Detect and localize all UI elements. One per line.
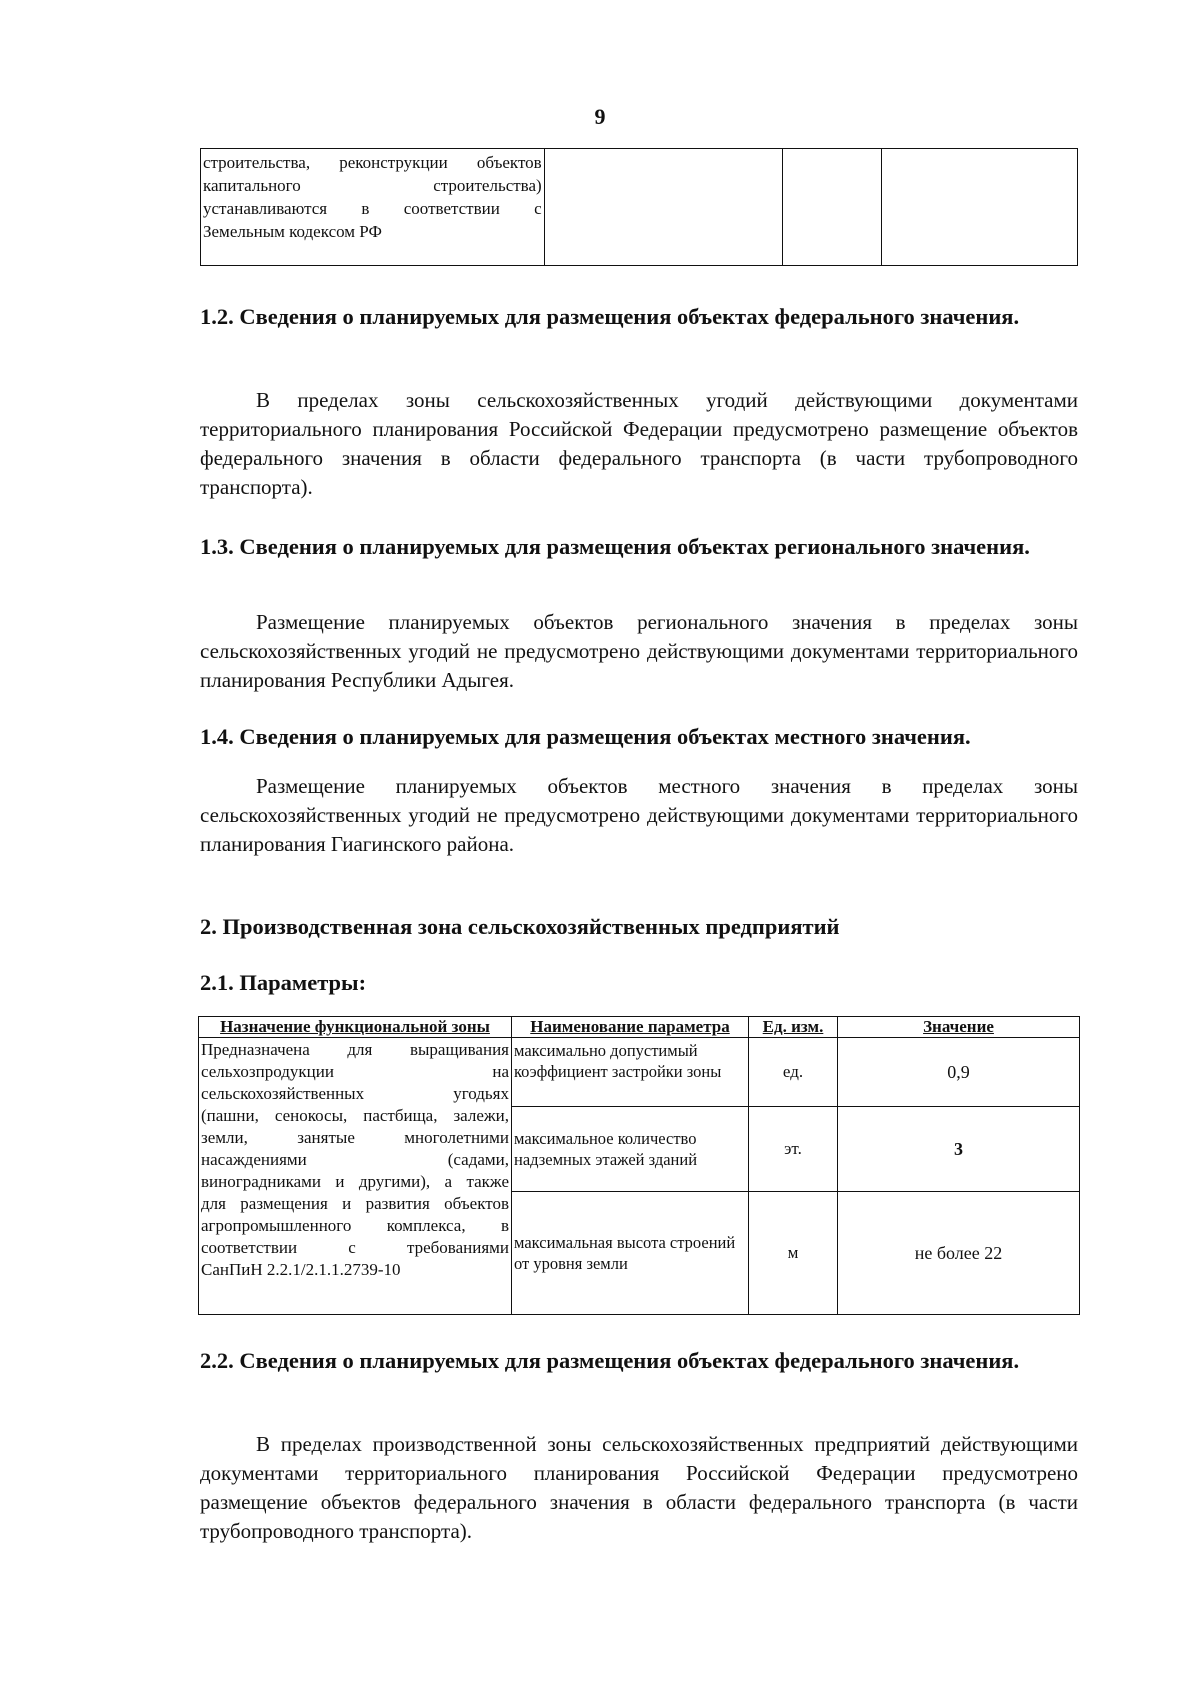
- cell-line: Предназначена для выращивания: [201, 1040, 509, 1059]
- continuation-cell: [201, 149, 545, 266]
- cell-line: для размещения и развития объектов: [201, 1194, 509, 1213]
- param-value: 3: [838, 1107, 1080, 1192]
- cell-line: насаждениями (садами,: [201, 1150, 509, 1169]
- cell-line: капитального строительства): [203, 176, 542, 195]
- paragraph-1-2: В пределах зоны сельскохозяйственных угодий действующими документами территориального планирования Российской Федерации предусмотрено размещение объектов федерального значения в области федерального транспорта (в части трубопроводного транспорта).: [200, 388, 1078, 499]
- param-name: максимально допустимый коэффициент застройки зоны: [512, 1038, 749, 1107]
- cell-line: виноградниками и другими), а также: [201, 1172, 509, 1191]
- cell-line: сельскохозяйственных угодьях: [201, 1084, 509, 1103]
- page-number: 9: [594, 104, 606, 129]
- column-header: Назначение функциональной зоны: [199, 1017, 512, 1038]
- cell-line: СанПиН 2.2.1/2.1.1.2739-10: [201, 1260, 401, 1279]
- param-unit: эт.: [749, 1107, 838, 1192]
- cell-line: устанавливаются в соответствии с: [203, 199, 542, 218]
- empty-cell: [783, 149, 882, 266]
- paragraph-1-3: Размещение планируемых объектов регионального значения в пределах зоны сельскохозяйственных угодий не предусмотрено действующими документами территориального планирования Республики Адыгея.: [200, 610, 1078, 692]
- heading-2: 2. Производственная зона сельскохозяйственных предприятий: [200, 914, 840, 939]
- param-unit: ед.: [749, 1038, 838, 1107]
- heading-1-3: 1.3. Сведения о планируемых для размещения объектах регионального значения.: [200, 534, 1030, 559]
- column-header: Наименование параметра: [512, 1017, 749, 1038]
- cell-line: соответствии с требованиями: [201, 1238, 509, 1257]
- param-name: максимальное количество надземных этажей зданий: [512, 1107, 749, 1192]
- column-header: Ед. изм.: [749, 1017, 838, 1038]
- param-value: не более 22: [838, 1192, 1080, 1315]
- heading-1-4: 1.4. Сведения о планируемых для размещения объектах местного значения.: [200, 724, 971, 749]
- cell-line: агропромышленного комплекса, в: [201, 1216, 509, 1235]
- paragraph-2-2: В пределах производственной зоны сельскохозяйственных предприятий действующими документами территориального планирования Российской Федерации предусмотрено размещение объектов федерального значения в области федерального транспорта (в части трубопроводного транспорта).: [200, 1432, 1078, 1543]
- heading-2-1: 2.1. Параметры:: [200, 970, 367, 995]
- cell-line: (пашни, сенокосы, пастбища, залежи,: [201, 1106, 509, 1125]
- cell-line: сельхозпродукции на: [201, 1062, 509, 1081]
- param-value: 0,9: [838, 1038, 1080, 1107]
- param-name: максимальная высота строений от уровня земли: [512, 1192, 749, 1315]
- cell-line: строительства, реконструкции объектов: [203, 153, 542, 172]
- continuation-table: [200, 148, 1078, 266]
- zone-purpose-cell: [199, 1038, 512, 1315]
- paragraph-1-4: Размещение планируемых объектов местного значения в пределах зоны сельскохозяйственных угодий не предусмотрено действующими документами территориального планирования Гиагинского района.: [200, 774, 1078, 856]
- param-unit: м: [749, 1192, 838, 1315]
- cell-line: земли, занятые многолетними: [201, 1128, 509, 1147]
- empty-cell: [882, 149, 1078, 266]
- empty-cell: [544, 149, 783, 266]
- parameters-table: [198, 1016, 1080, 1315]
- heading-2-2: 2.2. Сведения о планируемых для размещения объектах федерального значения.: [200, 1348, 1020, 1373]
- column-header: Значение: [838, 1017, 1080, 1038]
- heading-1-2: 1.2. Сведения о планируемых для размещения объектах федерального значения.: [200, 304, 1020, 329]
- cell-line: Земельным кодексом РФ: [203, 222, 382, 241]
